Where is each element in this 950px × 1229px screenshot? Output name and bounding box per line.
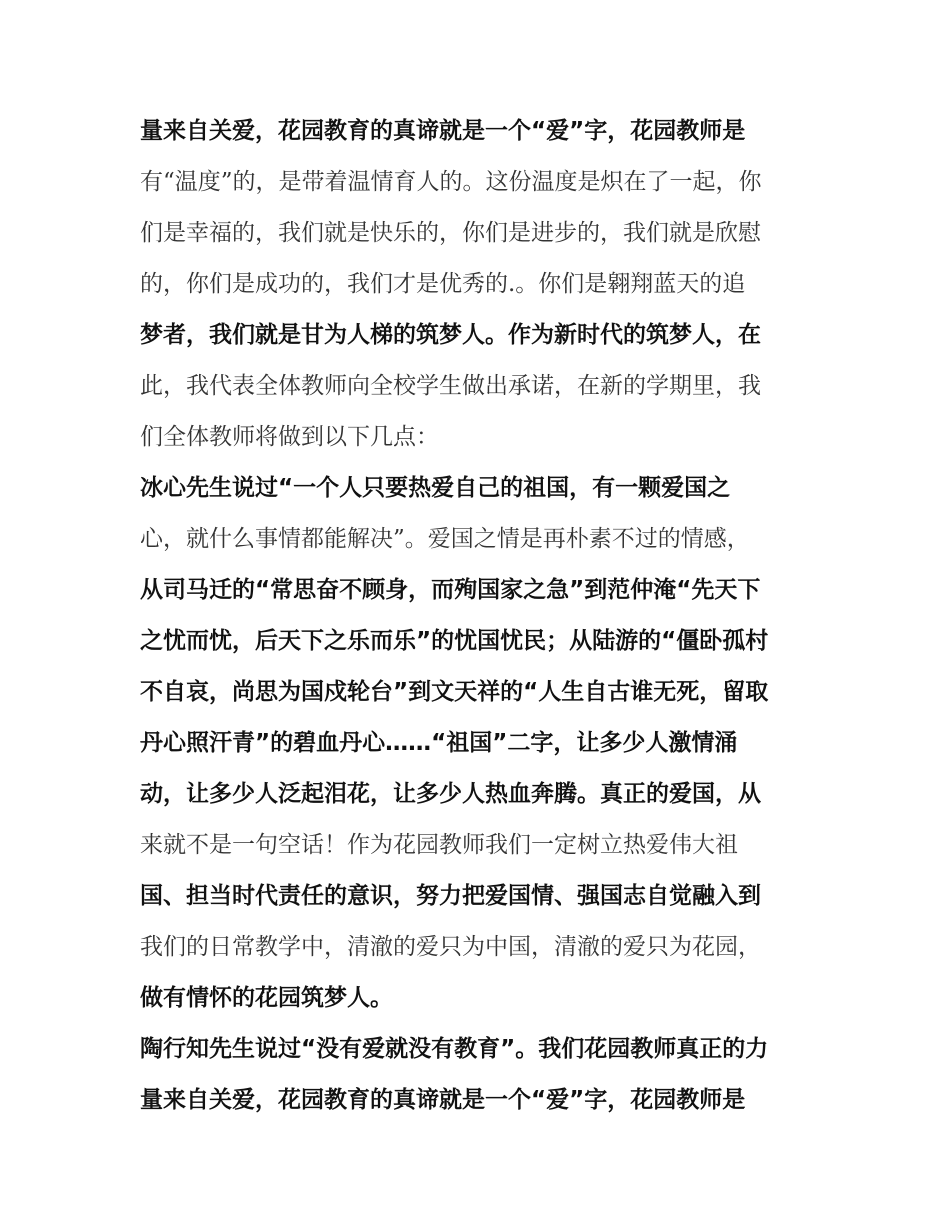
text-line: 此，我代表全体教师向全校学生做出承诺，在新的学期里，我 [140, 373, 761, 399]
text-line: 之忧而忧，后天下之乐而乐”的忧国忧民；从陆游的“僵卧孤村 [140, 628, 769, 654]
text-line: 从司马迁的“常思奋不顾身，而殉国家之急”到范仲淹“先天下 [140, 577, 761, 603]
text-line: 的，你们是成功的，我们才是优秀的.。你们是翱翔蓝天的追 [140, 271, 746, 297]
text-line: 来就不是一句空话！作为花园教师我们一定树立热爱伟大祖 [140, 832, 738, 858]
text-line: 冰心先生说过“一个人只要热爱自己的祖国，有一颗爱国之 [140, 475, 731, 501]
text-line: 们全体教师将做到以下几点： [140, 424, 439, 450]
text-line: 动，让多少人泛起泪花，让多少人热血奔腾。真正的爱国，从 [140, 781, 761, 807]
text-line: 量来自关爱，花园教育的真谛就是一个“爱”字，花园教师是 [140, 1087, 746, 1113]
text-line: 们是幸福的，我们就是快乐的，你们是进步的，我们就是欣慰 [140, 220, 761, 246]
text-line: 做有情怀的花园筑梦人。 [140, 985, 393, 1011]
text-line: 我们的日常教学中，清澈的爱只为中国，清澈的爱只为花园， [140, 934, 761, 960]
body-text [140, 106, 820, 1126]
text-line: 梦者，我们就是甘为人梯的筑梦人。作为新时代的筑梦人，在 [140, 322, 761, 348]
text-line: 心，就什么事情都能解决”。爱国之情是再朴素不过的情感， [140, 526, 750, 552]
text-line: 不自哀，尚思为国戍轮台”到文天祥的“人生自古谁无死，留取 [140, 679, 769, 705]
text-line: 国、担当时代责任的意识，努力把爱国情、强国志自觉融入到 [140, 883, 761, 909]
text-line: 陶行知先生说过“没有爱就没有教育”。我们花园教师真正的力 [140, 1036, 769, 1062]
text-line: 量来自关爱，花园教育的真谛就是一个“爱”字，花园教师是 [140, 118, 746, 144]
text-line: 丹心照汗青”的碧血丹心……“祖国”二字，让多少人激情涌 [140, 730, 738, 756]
text-line: 有“温度”的，是带着温情育人的。这份温度是炽在了一起，你 [140, 169, 762, 195]
